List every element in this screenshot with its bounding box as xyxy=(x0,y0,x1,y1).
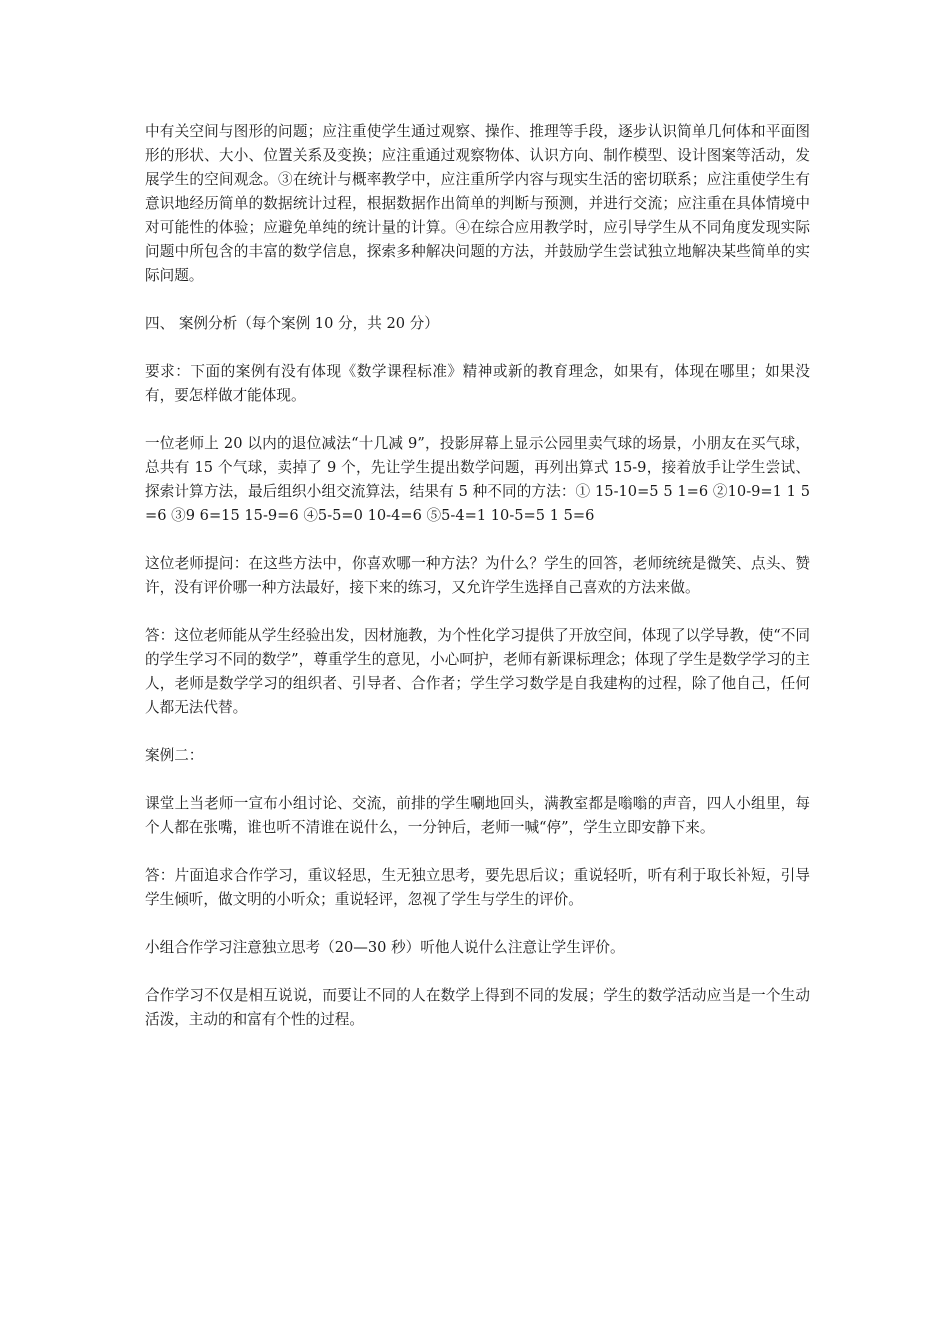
paragraph-answer-one: 答：这位老师能从学生经验出发，因材施教，为个性化学习提供了开放空间，体现了以学导教，使“不同的学生学习不同的数学”，尊重学生的意见，小心呵护，老师有新课标理念；体现了学生是数学学习的主人，老师是数学学习的组织者、引导者、合作者；学生学习数学是自我建构的过程，除了他自己，任何人都无法代替。 xyxy=(145,627,810,716)
paragraph-answer-two: 答：片面追求合作学习，重议轻思，生无独立思考，要先思后议；重说轻听，听有利于取长补短，引导学生倾听，做文明的小听众；重说轻评，忽视了学生与学生的评价。 xyxy=(145,867,810,908)
document-body xyxy=(145,120,810,1056)
paragraph-case-one: 一位老师上 20 以内的退位减法“十几减 9”，投影屏幕上显示公园里卖气球的场景，小朋友在买气球，总共有 15 个气球，卖掉了 9 个，先让学生提出数学问题，再列出算式 15-9，接着放手让学生尝试、探索计算方法，最后组织小组交流算法，结果有 5 种不同的方法：① 15-10=5 5 1=6 ②10-9=1 1 5=6 ③9 6=15 15-9=6 ④5-5=0 10-4=6 ⑤5-4=1 10-5=5 1 5=6 xyxy=(145,435,810,524)
paragraph-teacher-question: 这位老师提问：在这些方法中，你喜欢哪一种方法？为什么？学生的回答，老师统统是微笑、点头、赞许，没有评价哪一种方法最好，接下来的练习，又允许学生选择自己喜欢的方法来做。 xyxy=(145,555,810,596)
paragraph-case-two: 课堂上当老师一宣布小组讨论、交流，前排的学生唰地回头，满教室都是嗡嗡的声音，四人小组里，每个人都在张嘴，谁也听不清谁在说什么，一分钟后，老师一喊“停”，学生立即安静下来。 xyxy=(145,795,810,836)
paragraph-cooperative-learning: 合作学习不仅是相互说说，而要让不同的人在数学上得到不同的发展；学生的数学活动应当是一个生动活泼，主动的和富有个性的过程。 xyxy=(145,987,810,1028)
paragraph-group-note: 小组合作学习注意独立思考（20—30 秒）听他人说什么注意让学生评价。 xyxy=(145,939,625,956)
paragraph-teaching-guidance: 中有关空间与图形的问题；应注重使学生通过观察、操作、推理等手段，逐步认识简单几何体和平面图形的形状、大小、位置关系及变换；应注重通过观察物体、认识方向、制作模型、设计图案等活动，发展学生的空间观念。③在统计与概率教学中，应注重所学内容与现实生活的密切联系；应注重使学生有意识地经历简单的数据统计过程，根据数据作出简单的判断与预测，并进行交流；应注重在具体情境中对可能性的体验；应避免单纯的统计量的计算。④在综合应用教学时，应引导学生从不同角度发现实际问题中所包含的丰富的数学信息，探索多种解决问题的方法，并鼓励学生尝试独立地解决某些简单的实际问题。 xyxy=(145,123,810,284)
case-two-heading: 案例二： xyxy=(145,747,204,764)
paragraph-requirement: 要求：下面的案例有没有体现《数学课程标准》精神或新的教育理念，如果有，体现在哪里；如果没有，要怎样做才能体现。 xyxy=(145,363,810,404)
section-heading-case-analysis: 四、 案例分析（每个案例 10 分，共 20 分） xyxy=(145,315,439,332)
